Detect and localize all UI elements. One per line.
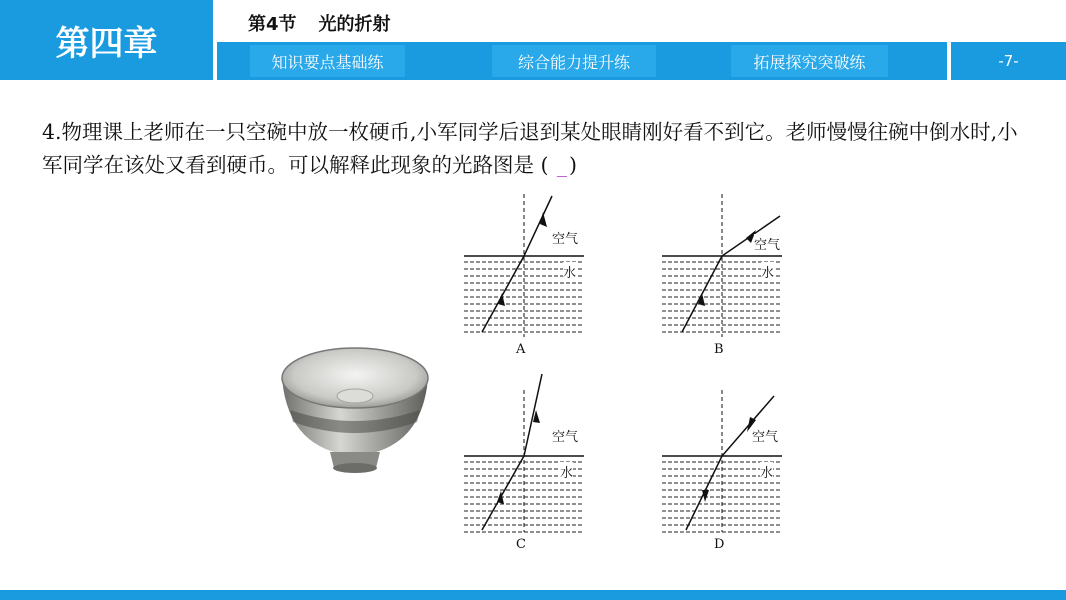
diagram-a[interactable] [458, 192, 608, 362]
answer-blank[interactable]: _ [556, 153, 568, 177]
chapter-title: 第四章 [0, 0, 213, 80]
page-number: -7- [951, 42, 1066, 80]
section-title [248, 10, 391, 36]
air-label: 空气 [752, 430, 779, 445]
diagram-c[interactable] [458, 372, 608, 552]
option-label: A [516, 342, 526, 357]
tab-comprehensive-practice[interactable]: 综合能力提升练 [492, 45, 656, 77]
question-close: ) [569, 153, 578, 177]
air-label: 空气 [552, 232, 579, 247]
section-number: 第4节 [248, 14, 297, 35]
water-label: 水 [761, 262, 774, 281]
option-label: D [714, 537, 725, 552]
diagram-d[interactable] [656, 372, 806, 552]
tab-basic-practice[interactable]: 知识要点基础练 [250, 45, 405, 77]
diagram-b[interactable] [656, 192, 806, 362]
question-text [42, 116, 1032, 182]
section-name: 光的折射 [318, 14, 391, 35]
tab-advanced-practice[interactable]: 拓展探究突破练 [731, 45, 888, 77]
bottom-bar [0, 590, 1066, 600]
bowl-image [276, 340, 434, 478]
water-label: 水 [563, 262, 576, 281]
water-label: 水 [760, 462, 773, 481]
option-label: C [516, 537, 526, 552]
light-ray [482, 196, 552, 332]
air-label: 空气 [552, 430, 579, 445]
air-label: 空气 [754, 234, 780, 253]
question-body: 4.物理课上老师在一只空碗中放一枚硬币,小军同学后退到某处眼睛刚好看不到它。老师慢慢往碗中倒水时,小军同学在该处又看到硬币。可以解释此现象的光路图是 ( [42, 120, 1018, 177]
water-label: 水 [560, 462, 573, 481]
option-label: B [714, 342, 724, 357]
